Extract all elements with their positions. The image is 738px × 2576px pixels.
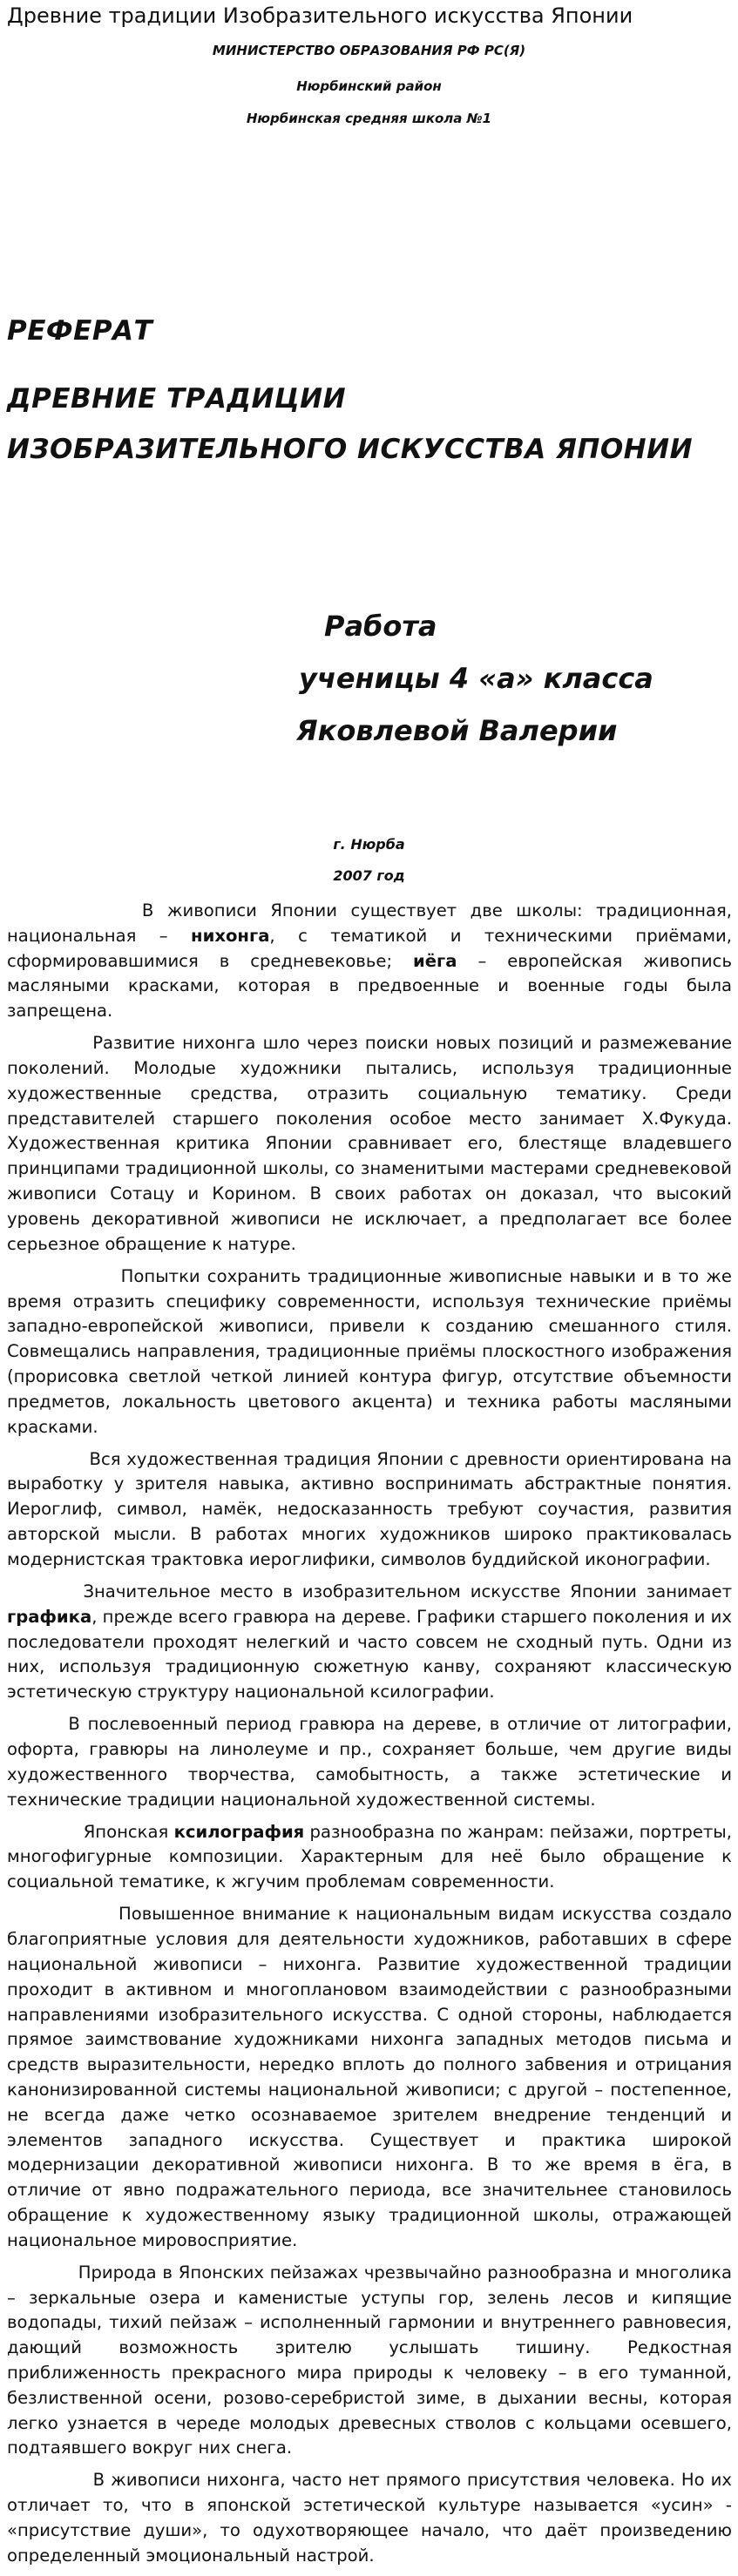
paragraph — [7, 1902, 732, 2253]
bold-term: ксилография — [173, 1821, 305, 1842]
document-title: Древние традиции Изобразительного искусства Японии — [7, 3, 633, 28]
paragraph — [7, 899, 732, 1024]
body-text — [7, 899, 732, 2576]
paragraph-text: Японская — [83, 1821, 174, 1842]
paragraph — [7, 1447, 732, 1573]
paragraph — [7, 1712, 732, 1812]
referat-heading: РЕФЕРАТ — [7, 315, 153, 347]
paragraph — [7, 2468, 732, 2568]
author-line-2: ученицы 4 «а» класса — [299, 662, 653, 695]
paragraph-text: Развитие нихонга шло через поиски новых позиций и размежевание поколений. Молодые художники пытались, используя традиционные художественные средства, отразить социальную тематику. Среди представителей старшего поколения особое место занимает Х.Фукуда. Художественная критика Японии сравнивает его, блестяще владевшего принципами традиционной школы, со знаменитыми мастерами средневековой живописи Сотацу и Корином. В своих работах он доказал, что высокий уровень декоративной живописи не исключает, а предполагает все более серьезное обращение к натуре. — [7, 1033, 732, 1254]
school-header: Нюрбинская средняя школа №1 — [246, 111, 492, 126]
paragraph-text: Вся художественная традиция Японии с древности ориентирована на выработку у зрителя навыка, активно воспринимать абстрактные понятия. Иероглиф, символ, намёк, недосказанность требуют соучастия, развития авторской мысли. В работах многих художников широко практиковалась модернистская трактовка иероглифики, символов буддийской иконографии. — [7, 1448, 732, 1569]
paragraph-text: , прежде всего гравюра на дереве. Графики старшего поколения и их последователи проходят нелегкий и часто совсем не сходный путь. Одни из них, используя традиционную сюжетную канву, сохраняют классическую эстетическую структуру национальной ксилографии. — [7, 1606, 732, 1703]
paragraph-text: В послевоенный период гравюра на дереве, в отличие от литографии, офорта, гравюры на линолеуме и пр., сохраняет больше, чем другие виды художественного творчества, самобытность, а также эстетические и технические традиции национальной художественной системы. — [7, 1714, 733, 1810]
paragraph-text: – европейская живопись масляными красками, которая в предвоенные и военные годы была запрещена. — [7, 950, 732, 1022]
year: 2007 год — [333, 867, 405, 884]
paragraph-text: Повышенное внимание к национальным видам искусства создало благоприятные условия для деятельности художников, работавших в сфере национальной живописи – нихонга. Развитие художественной традиции проходит в активном и многоплановом взаимодействии с разнообразными направлениями изобразительного искусства. С одной стороны, наблюдается прямое заимствование художниками нихонга западных методов письма и средств выразительности, нередко вплоть до полного забвения и отрицания канонизированной системы национальной живописи; с другой – постепенное, не всегда даже четко осознаваемое зрителем внедрение тенденций и элементов западного искусства. Существует и практика широкой модернизации декоративной живописи нихонга. В то же время в ёга, в отличие от явно подражательного периода, все значительнее становилось обращение к художественному языку традиционной школы, отражающей национальное мировосприятие. — [7, 1904, 732, 2250]
district-header: Нюрбинский район — [296, 78, 442, 94]
paragraph-text: разнообразна по жанрам: пейзажи, портреты, многофигурные композиции. Характерным для неё было обращение к социальной тематике, к жгучим проблемам современности. — [7, 1821, 732, 1892]
paragraph — [7, 2261, 732, 2461]
paragraph-text: В живописи нихонга, часто нет прямого присутствия человека. Но их отличает то, что в японской эстетической культуре называется «усин» - «присутствие души», то одухотворяющее начало, что даёт произведению определенный эмоциональный настрой. — [7, 2470, 732, 2566]
ministry-header: МИНИСТЕРСТВО ОБРАЗОВАНИЯ РФ РС(Я) — [212, 43, 526, 58]
bold-term: иёга — [413, 950, 457, 971]
author-line-3: Яковлевой Валерии — [296, 714, 618, 747]
paragraph — [7, 1820, 732, 1895]
author-line-1: Работа — [324, 610, 437, 643]
paragraph-text: Попытки сохранить традиционные живописные навыки и в то же время отразить специфику современности, используя технические приёмы западно-европейской живописи, привели к созданию смешанного стиля. Совмещались направления, традиционные приёмы плоскостного изображения (прорисовка светлой четкой линией контура фигур, отсутствие объемности предметов, локальность цветового акцента) и техника работы масляными красками. — [7, 1265, 732, 1437]
location: г. Нюрба — [333, 836, 405, 853]
paragraph — [7, 1580, 732, 1705]
paragraph — [7, 1264, 732, 1440]
title-line-1: ДРЕВНИЕ ТРАДИЦИИ — [7, 383, 347, 415]
paragraph — [7, 1031, 732, 1257]
bold-term: нихонга — [191, 925, 270, 946]
paragraph-text: , с тематикой и техническими приёмами, сформировавшимися в средневековье; — [7, 925, 732, 971]
title-line-2: ИЗОБРАЗИТЕЛЬНОГО ИСКУССТВА ЯПОНИИ — [7, 434, 694, 465]
paragraph-text: Природа в Японских пейзажах чрезвычайно разнообразна и многолика – зеркальные озера и каменистые уступы гор, зелень лесов и кипящие водопады, тихий пейзаж – исполненный гармонии и внутреннего равновесия, дающий возможность зрителю услышать тишину. Редкостная приближенность прекрасного мира природы к человеку – в его туманной, безлиственной осени, розово-серебристой зиме, в дыхании весны, которая легко узнается в череде молодых древесных стволов с кольцами осевшего, подтаявшего вокруг них снега. — [7, 2262, 732, 2458]
paragraph-text: Значительное место в изобразительном искусстве Японии занимает — [83, 1581, 733, 1602]
bold-term: графика — [7, 1606, 92, 1627]
paragraph-text: В живописи Японии существует две школы: традиционная, национальная – — [7, 900, 732, 946]
